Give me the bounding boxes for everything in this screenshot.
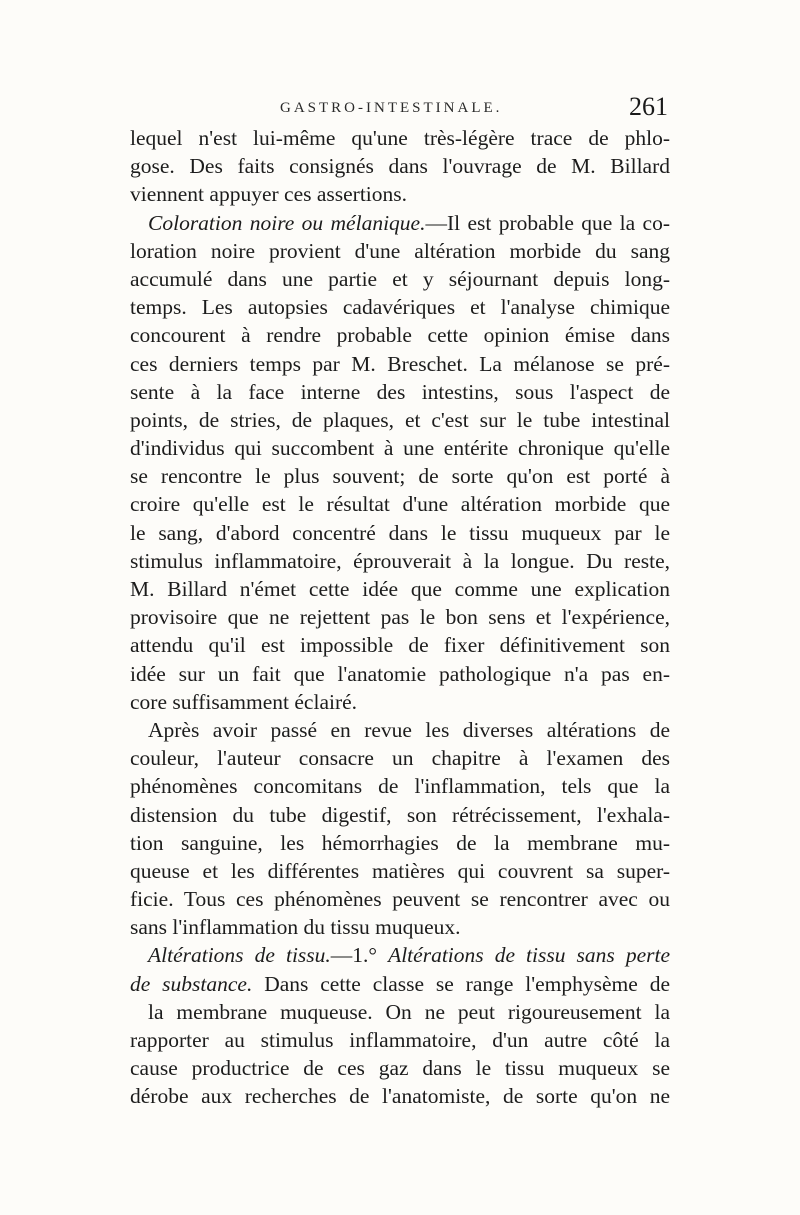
text-line: loration noire provient d'une altération morbide du sang — [130, 238, 670, 263]
text-line: phénomènes concomitans de l'inflammation, tels que la — [130, 774, 670, 799]
text-line: dérobe aux recherches de l'anatomiste, de sorte qu'on ne — [130, 1084, 670, 1109]
text-line: ces derniers temps par M. Breschet. La mélanose se pré- — [130, 351, 670, 376]
text-run: Dans cette classe se range l'emphysème de — [252, 971, 670, 996]
text-line: d'individus qui succombent à une entérite chronique qu'elle — [130, 436, 670, 461]
italic-run: Altérations de tissu. — [148, 943, 331, 968]
text-line: Après avoir passé en revue les diverses altérations de — [148, 717, 670, 742]
text-line: lequel n'est lui-même qu'une très-légère trace de phlo- — [130, 126, 670, 150]
text-line: accumulé dans une partie et y séjournant depuis long- — [130, 266, 670, 291]
italic-run: Altérations de tissu sans perte — [388, 943, 671, 968]
text-line: M. Billard n'émet cette idée que comme une explication — [130, 577, 670, 601]
text-line: couleur, l'auteur consacre un chapitre à l'examen des — [130, 746, 670, 771]
text-line: rapporter au stimulus inflammatoire, d'un autre côté la — [130, 1028, 670, 1052]
body-text — [130, 124, 670, 1111]
text-line: core suffisamment éclairé. — [130, 689, 358, 714]
italic-run: de substance. — [130, 971, 253, 996]
running-head: GASTRO-INTESTINALE. — [280, 100, 503, 116]
text-line: stimulus inflammatoire, éprouverait à la longue. Du reste, — [130, 548, 670, 573]
italic-run: Coloration noire ou mélanique. — [148, 210, 426, 235]
text-line — [130, 941, 670, 969]
text-line: sente à la face interne des intestins, sous l'aspect de — [130, 379, 670, 404]
text-line — [130, 209, 670, 237]
page-number: 261 — [629, 92, 668, 121]
text-line: la membrane muqueuse. On ne peut rigoureusement la — [148, 999, 670, 1024]
text-line: attendu qu'il est impossible de fixer définitivement son — [130, 633, 670, 658]
text-line: tion sanguine, les hémorrhagies de la membrane mu- — [130, 830, 670, 855]
text-line: distension du tube digestif, son rétrécissement, l'exhala- — [130, 802, 670, 827]
text-line: viennent appuyer ces assertions. — [130, 182, 408, 207]
text-run: —1.° — [330, 943, 389, 968]
text-line: points, de stries, de plaques, et c'est sur le tube intestinal — [130, 407, 670, 432]
text-line — [130, 970, 670, 998]
text-line: concourent à rendre probable cette opinion émise dans — [130, 323, 670, 348]
text-line: provisoire que ne rejettent pas le bon sens et l'expérience, — [130, 605, 670, 630]
text-line: le sang, d'abord concentré dans le tissu muqueux par le — [130, 520, 670, 545]
text-line: temps. Les autopsies cadavériques et l'analyse chimique — [130, 295, 670, 320]
text-line: gose. Des faits consignés dans l'ouvrage de M. Billard — [130, 154, 670, 179]
text-line: queuse et les différentes matières qui couvrent sa super- — [130, 858, 670, 883]
text-line: sans l'inflammation du tissu muqueux. — [130, 915, 461, 940]
text-line: croire qu'elle est le résultat d'une altération morbide que — [130, 492, 670, 517]
text-line: cause productrice de ces gaz dans le tissu muqueux se — [130, 1056, 670, 1081]
text-line: idée sur un fait que l'anatomie pathologique n'a pas en- — [130, 661, 670, 686]
text-run: —Il est probable que la co- — [425, 210, 670, 235]
text-line: ficie. Tous ces phénomènes peuvent se rencontrer avec ou — [130, 887, 670, 912]
text-line: se rencontre le plus souvent; de sorte qu'on est porté à — [130, 464, 670, 489]
